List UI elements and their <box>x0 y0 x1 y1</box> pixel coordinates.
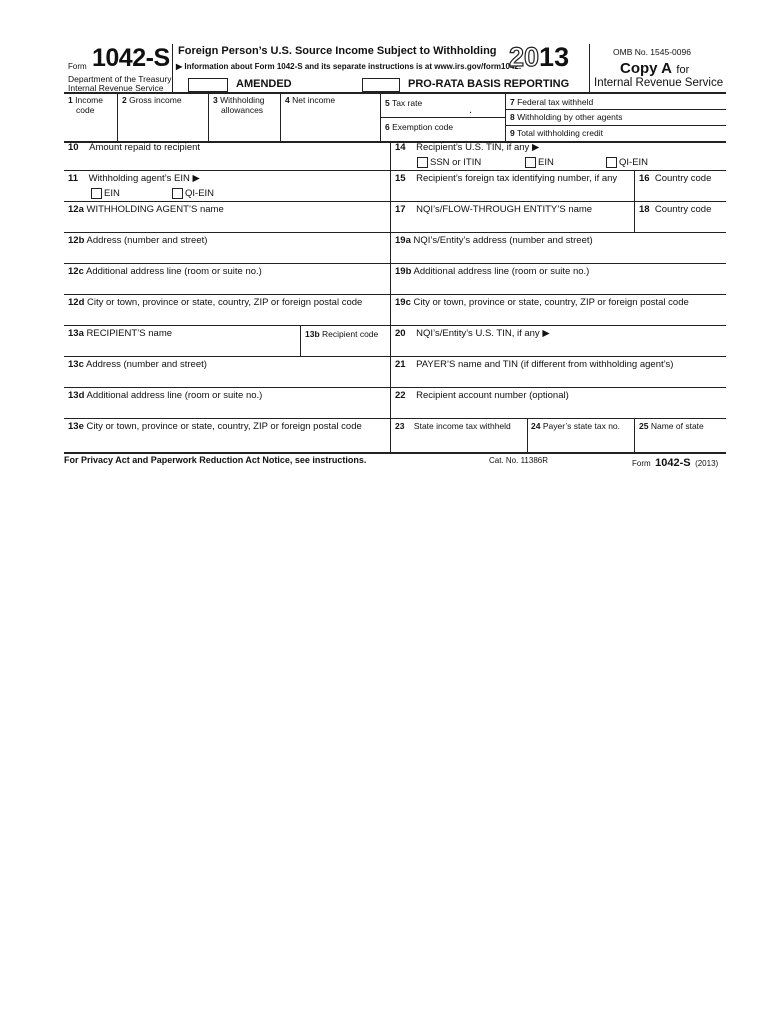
box-3-input[interactable] <box>209 115 279 140</box>
footer-form-id <box>632 453 718 471</box>
box-7-input[interactable] <box>620 94 725 108</box>
box-13c-input[interactable] <box>65 371 389 386</box>
form-word: Form <box>68 62 87 71</box>
privacy-notice: For Privacy Act and Paperwork Reduction Act Notice, see instructions. <box>64 455 367 465</box>
box-13b-input[interactable] <box>301 340 389 355</box>
box-13c-label: 13c Address (number and street) <box>68 359 207 370</box>
footer-year: (2013) <box>695 459 719 468</box>
box-11-ein-checkbox[interactable] <box>91 188 102 199</box>
omb-number: OMB No. 1545-0096 <box>613 47 691 57</box>
box-6-label: 6 Exemption code <box>385 122 454 132</box>
box-22-input[interactable] <box>391 402 725 417</box>
box-25-input[interactable] <box>635 433 725 451</box>
copy-a-for: for <box>676 64 690 76</box>
box-24-label: 24 Payer’s state tax no. <box>531 421 621 431</box>
box-23-label: 23 State income tax withheld <box>395 421 511 431</box>
box-17-label: 17 NQI’s/FLOW-THROUGH ENTITY’S name <box>395 204 593 215</box>
box-19c-input[interactable] <box>391 309 725 324</box>
box-8-label: 8 Withholding by other agents <box>510 112 623 122</box>
box-8-input[interactable] <box>640 110 725 124</box>
box-5-label: 5 Tax rate <box>385 98 423 108</box>
box-12b-label: 12b Address (number and street) <box>68 235 208 246</box>
info-text: Information about Form 1042-S and its separate instructions is at www.irs.gov/form1042. <box>184 62 522 71</box>
box-12d-label: 12d City or town, province or state, country, ZIP or foreign postal code <box>68 297 363 308</box>
box-4-label: 4 Net income <box>285 95 336 105</box>
box-10-input[interactable] <box>214 143 389 169</box>
box-18-label: 18 Country code <box>639 204 712 215</box>
copy-a-label: Copy A <box>620 60 672 77</box>
box-23-input[interactable] <box>391 433 526 451</box>
box-14-ssn-label: SSN or ITIN <box>430 157 482 168</box>
box-19c-label: 19c City or town, province or state, country, ZIP or foreign postal code <box>395 297 689 308</box>
box-14-ein-label: EIN <box>538 157 554 168</box>
box-14-ssn-checkbox[interactable] <box>417 157 428 168</box>
box-20-input[interactable] <box>565 327 725 355</box>
box-6-input[interactable] <box>460 119 504 140</box>
arrow-right-icon: ▶ <box>176 62 183 71</box>
footer-form-word: Form <box>632 459 651 468</box>
box-21-input[interactable] <box>391 371 725 386</box>
footer-form-number: 1042-S <box>655 457 691 469</box>
copy-a-irs: Internal Revenue Service <box>594 77 724 89</box>
box-13d-label: 13d Additional address line (room or suite no.) <box>68 390 263 401</box>
box-12a-label: 12a WITHHOLDING AGENT’S name <box>68 204 224 215</box>
box-15-label: 15 Recipient’s foreign tax identifying number, if any <box>395 173 618 184</box>
form-title: Foreign Person’s U.S. Source Income Subject to Withholding <box>178 45 497 57</box>
irs-label: Internal Revenue Service <box>68 83 164 93</box>
box-13a-label: 13a RECIPIENT’S name <box>68 328 173 339</box>
box-12a-input[interactable] <box>65 216 389 231</box>
box-12c-input[interactable] <box>65 278 389 293</box>
box-12b-input[interactable] <box>65 247 389 262</box>
tax-year-outline: 20 <box>509 42 540 72</box>
box-11-label: 11 Withholding agent’s EIN ▶ <box>68 173 200 184</box>
box-4-input[interactable] <box>281 107 379 140</box>
box-11-input[interactable] <box>225 172 389 188</box>
box-15-input[interactable] <box>391 185 633 200</box>
amended-checkbox[interactable] <box>188 78 228 92</box>
box-13d-input[interactable] <box>65 402 389 417</box>
box-19a-label: 19a NQI’s/Entity’s address (number and street) <box>395 235 593 246</box>
box-12d-input[interactable] <box>65 309 389 324</box>
box-1-label-2: code <box>76 105 95 115</box>
box-9-label: 9 Total withholding credit <box>510 128 603 138</box>
box-21-label: 21 PAYER’S name and TIN (if different from withholding agent’s) <box>395 359 674 370</box>
prorata-label: PRO-RATA BASIS REPORTING <box>408 78 570 90</box>
box-11-qiein-label: QI-EIN <box>185 188 215 199</box>
tax-year <box>509 42 569 72</box>
box-13a-input[interactable] <box>65 340 299 355</box>
tax-year-bold: 13 <box>539 42 570 72</box>
box-19b-input[interactable] <box>391 278 725 293</box>
box-14-ein-checkbox[interactable] <box>525 157 536 168</box>
box-17-input[interactable] <box>391 216 633 231</box>
box-1-input[interactable] <box>65 115 116 140</box>
box-12c-label: 12c Additional address line (room or suite no.) <box>68 266 262 277</box>
box-14-input[interactable] <box>560 143 725 156</box>
box-19b-label: 19b Additional address line (room or suite no.) <box>395 266 590 277</box>
box-10-label: 10 Amount repaid to recipient <box>68 142 201 153</box>
box-24-input[interactable] <box>528 433 633 451</box>
box-20-label: 20 NQI’s/Entity’s U.S. TIN, if any ▶ <box>395 328 550 339</box>
box-5-decimal: . <box>469 104 473 116</box>
prorata-checkbox[interactable] <box>362 78 400 92</box>
department-label: Department of the Treasury <box>68 74 172 84</box>
box-22-label: 22 Recipient account number (optional) <box>395 390 569 401</box>
box-18-input[interactable] <box>635 216 725 231</box>
box-11-ein-label: EIN <box>104 188 120 199</box>
box-7-label: 7 Federal tax withheld <box>510 97 594 107</box>
box-16-input[interactable] <box>635 185 725 200</box>
copy-a <box>620 60 689 78</box>
form-number: 1042-S <box>92 44 170 72</box>
box-14-qiein-label: QI-EIN <box>619 157 649 168</box>
box-13e-label: 13e City or town, province or state, country, ZIP or foreign postal code <box>68 421 362 432</box>
box-11-qiein-checkbox[interactable] <box>172 188 183 199</box>
box-2-label: 2 Gross income <box>122 95 182 105</box>
box-14-label: 14 Recipient’s U.S. TIN, if any ▶ <box>395 142 540 153</box>
box-3-label: 3 Withholding <box>213 95 265 105</box>
box-16-label: 16 Country code <box>639 173 712 184</box>
box-13e-input[interactable] <box>65 433 389 451</box>
box-14-qiein-checkbox[interactable] <box>606 157 617 168</box>
amended-label: AMENDED <box>236 78 292 90</box>
box-9-input[interactable] <box>620 126 725 140</box>
box-1-label: 1 Income <box>68 95 103 105</box>
catalog-number: Cat. No. 11386R <box>489 456 548 465</box>
info-line <box>176 62 521 72</box>
box-5-input[interactable] <box>440 95 504 116</box>
box-19a-input[interactable] <box>391 247 725 262</box>
box-13b-label: 13b Recipient code <box>305 329 379 339</box>
box-3-label-2: allowances <box>221 105 264 115</box>
box-2-input[interactable] <box>118 107 207 140</box>
box-25-label: 25 Name of state <box>639 421 704 431</box>
